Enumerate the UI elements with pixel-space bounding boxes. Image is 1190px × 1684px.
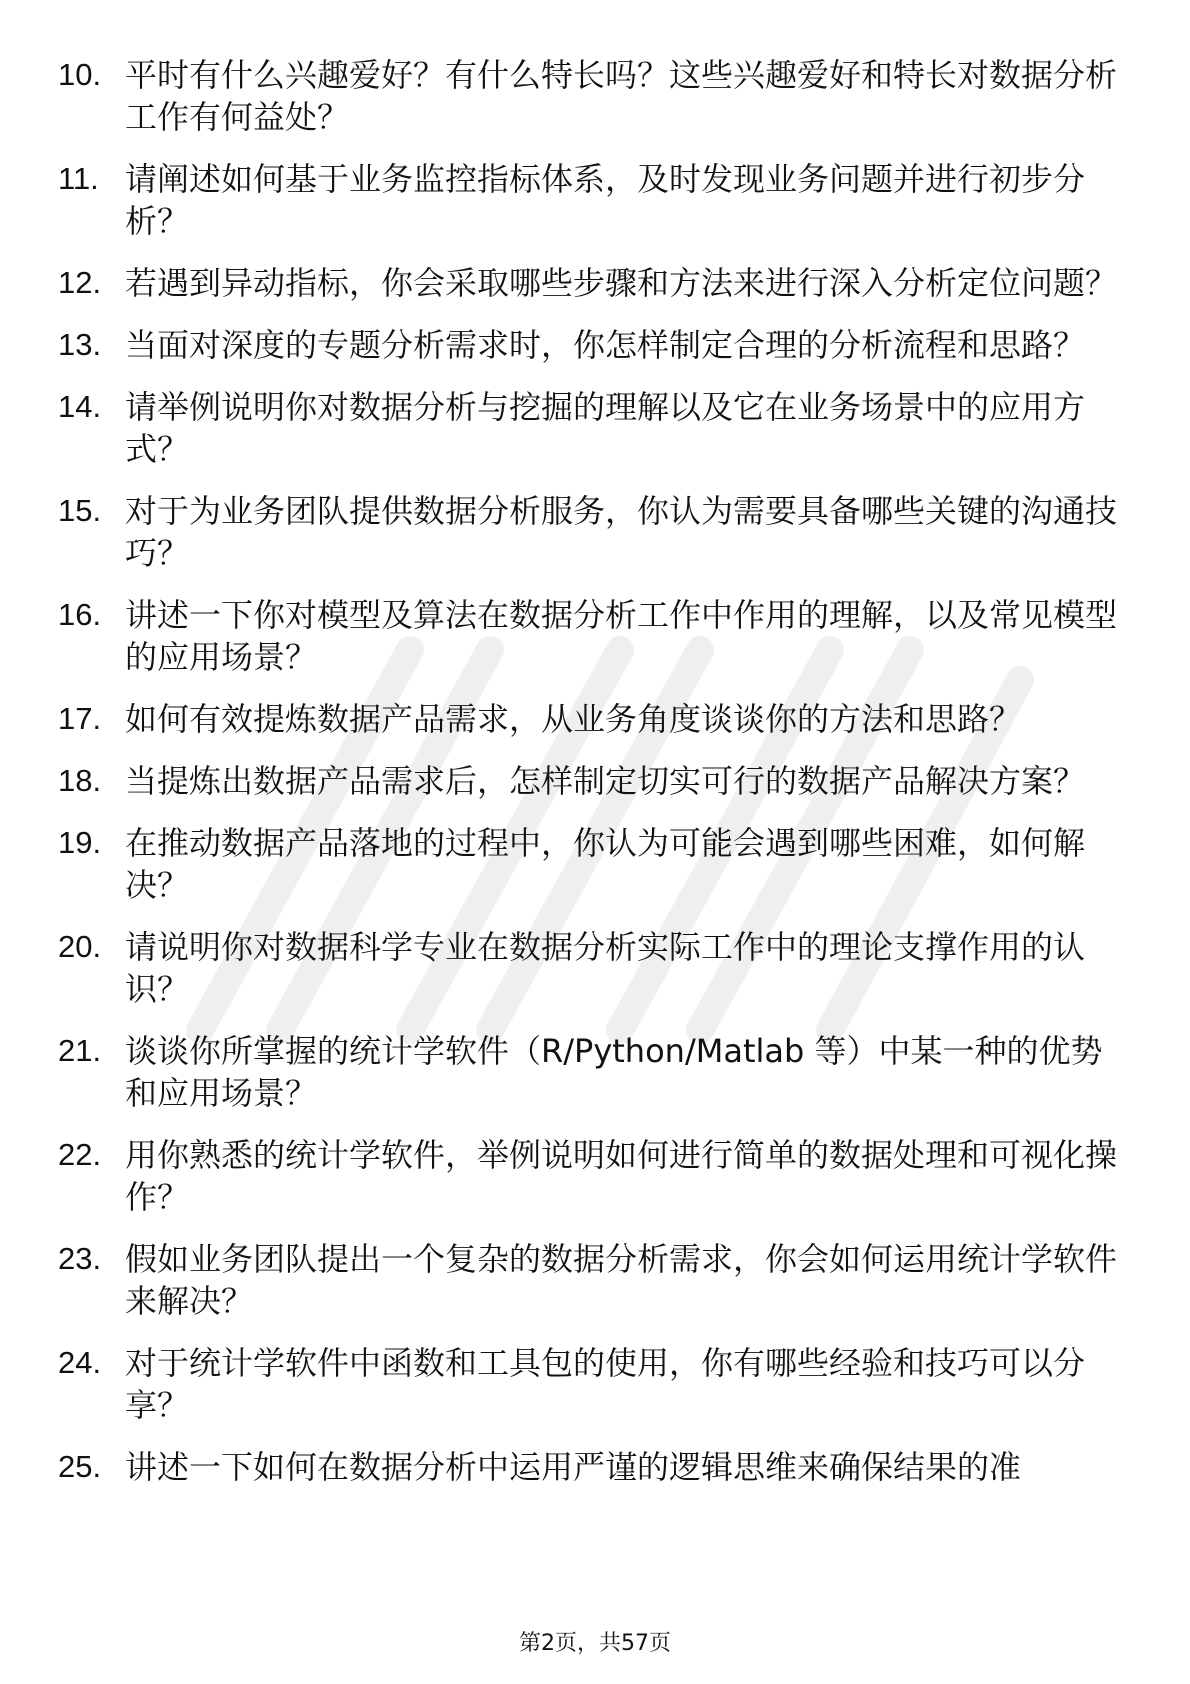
question-number: 22. <box>58 1137 102 1172</box>
list-item <box>58 490 1118 574</box>
list-item <box>58 1134 1118 1218</box>
page-footer: 第2页，共57页 <box>519 1631 671 1656</box>
list-item <box>58 1030 1118 1114</box>
question-text: 平时有什么兴趣爱好？有什么特长吗？这些兴趣爱好和特长对数据分析工作有何益处？ <box>125 56 1118 136</box>
list-item <box>58 324 1118 366</box>
question-text: 在推动数据产品落地的过程中，你认为可能会遇到哪些困难，如何解决？ <box>125 824 1086 904</box>
question-number: 13. <box>58 327 102 362</box>
question-text: 当提炼出数据产品需求后，怎样制定切实可行的数据产品解决方案？ <box>125 762 1086 800</box>
list-item <box>58 698 1118 740</box>
question-text: 用你熟悉的统计学软件，举例说明如何进行简单的数据处理和可视化操作？ <box>125 1136 1118 1216</box>
question-number: 20. <box>58 929 102 964</box>
list-item <box>58 158 1118 242</box>
question-number: 10. <box>58 57 102 92</box>
list-item <box>58 594 1118 678</box>
list-item <box>58 1446 1118 1488</box>
question-number: 16. <box>58 597 102 632</box>
question-text: 对于统计学软件中函数和工具包的使用，你有哪些经验和技巧可以分享？ <box>125 1344 1086 1424</box>
question-text: 当面对深度的专题分析需求时，你怎样制定合理的分析流程和思路？ <box>125 326 1086 364</box>
list-item <box>58 386 1118 470</box>
list-item <box>58 1238 1118 1322</box>
question-number: 11. <box>58 161 99 196</box>
question-text: 谈谈你所掌握的统计学软件（R/Python/Matlab 等）中某一种的优势和应用场景？ <box>125 1032 1103 1112</box>
list-item <box>58 926 1118 1010</box>
list-item <box>58 54 1118 138</box>
question-text: 如何有效提炼数据产品需求，从业务角度谈谈你的方法和思路？ <box>125 700 1022 738</box>
list-item <box>58 1342 1118 1426</box>
question-number: 14. <box>58 389 102 424</box>
question-number: 23. <box>58 1241 102 1276</box>
list-item <box>58 760 1118 802</box>
question-number: 19. <box>58 825 102 860</box>
list-item <box>58 822 1118 906</box>
question-text: 对于为业务团队提供数据分析服务，你认为需要具备哪些关键的沟通技巧？ <box>125 492 1118 572</box>
question-list <box>58 54 1118 1508</box>
question-text: 讲述一下如何在数据分析中运用严谨的逻辑思维来确保结果的准 <box>125 1448 1022 1486</box>
question-text: 讲述一下你对模型及算法在数据分析工作中作用的理解，以及常见模型的应用场景？ <box>125 596 1118 676</box>
question-text: 若遇到异动指标，你会采取哪些步骤和方法来进行深入分析定位问题？ <box>125 264 1118 302</box>
question-number: 21. <box>58 1033 102 1068</box>
list-item <box>58 262 1118 304</box>
question-number: 15. <box>58 493 102 528</box>
question-text: 请举例说明你对数据分析与挖掘的理解以及它在业务场景中的应用方式？ <box>125 388 1086 468</box>
question-number: 25. <box>58 1449 102 1484</box>
question-text: 请说明你对数据科学专业在数据分析实际工作中的理论支撑作用的认识？ <box>125 928 1086 1008</box>
question-text: 请阐述如何基于业务监控指标体系，及时发现业务问题并进行初步分析？ <box>125 160 1086 240</box>
question-text: 假如业务团队提出一个复杂的数据分析需求，你会如何运用统计学软件来解决？ <box>125 1240 1118 1320</box>
question-number: 24. <box>58 1345 102 1380</box>
question-number: 12. <box>58 265 102 300</box>
question-number: 17. <box>58 701 102 736</box>
question-number: 18. <box>58 763 102 798</box>
